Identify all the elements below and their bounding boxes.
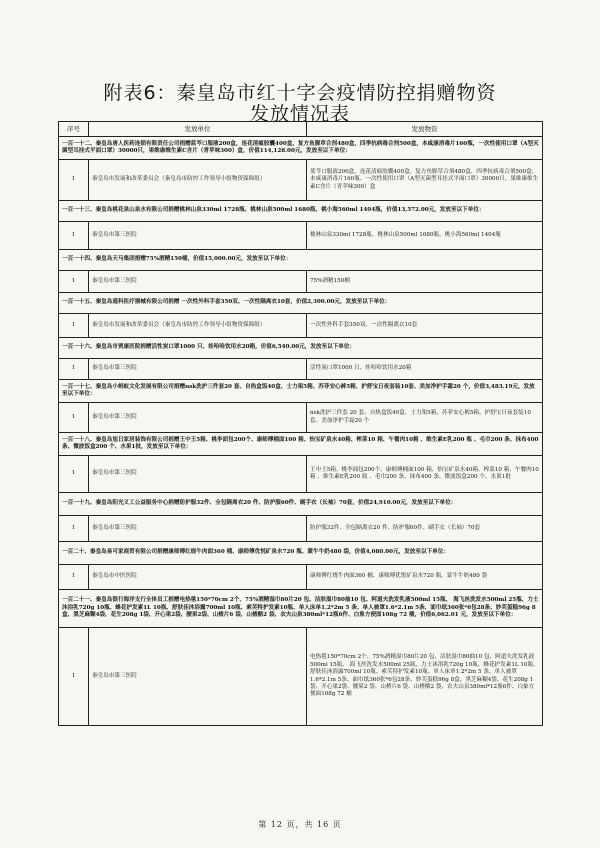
page-title-line2: 发放情况表 (249, 103, 350, 125)
table-row (59, 314, 543, 338)
page-title-line1: 附表6：秦皇岛市红十字会疫情防控捐赠物资 (103, 82, 497, 104)
table-row (59, 271, 543, 293)
row-goods: 一次性外科手套350双、一次性隔离衣10套 (307, 314, 543, 338)
row-goods: 康师傅红烧牛肉面360 桶、康师傅优悦矿泉水720 瓶、蒙牛牛奶480 袋 (307, 565, 543, 590)
group-title-row (59, 338, 543, 359)
distribution-table (58, 121, 543, 726)
row-index: 1 (59, 222, 89, 250)
group-title-row (59, 201, 543, 222)
group-title: 一百一十六、秦皇岛市贾康医院捐赠活性炭口罩1000 只、娃哈哈饮用水20箱，价值6,540.00元，发放至以下单位： (59, 338, 543, 359)
table-row (59, 456, 543, 493)
row-unit: 秦皇岛市发展和改革委员会（秦皇岛市防控工作领导小组物资保障组） (89, 314, 307, 338)
row-unit: 秦皇岛市中医医院 (89, 565, 307, 590)
row-unit: 秦皇岛市第三医院 (89, 359, 307, 380)
group-title: 一百一十八、秦皇岛旭日家居装饰有限公司捐赠王中王5箱、桃李面包200个、康师傅桶面100 箱、怡宝矿泉水40箱、榨菜10 箱、午餐肉10箱 、维生素E乳200 瓶 、毛巾200 条、抹布400 条、微波饭盒200 个、水果1批，发放至以下单位： (59, 433, 543, 456)
page-number: 第 12 页，共 16 页 (258, 820, 342, 829)
group-title: 一百一十七、秦皇岛小蚂蚁文化发展有限公司捐赠nsk洗护三件套20 套、自热盒饭40盒、士力架5箱、苏菲安心裤5箱、护舒宝日夜套装10套、美加净护手霜20 个，价值3,483.19元，发放至以下单位： (59, 380, 543, 403)
group-title-row (59, 493, 543, 516)
table-row (59, 403, 543, 433)
row-unit: 秦皇岛市发展和改革委员会（秦皇岛市防控工作领导小组物资保障组） (89, 160, 307, 201)
group-title-row (59, 590, 543, 628)
row-unit: 秦皇岛市第三医院 (89, 628, 307, 726)
group-title: 一百二十一、秦皇岛银行海洋支行全体员工捐赠电热毯150*70cm 2个、75%酒精湿巾80片20 包、洁肤湿巾80抽10 包、阿道夫洗发乳液500ml 15瓶、 海飞丝洗发水500ml 25瓶、力士沐浴乳720g 10瓶、蜂花护发素1L 10瓶、舒肤佳沐浴露700ml 10瓶、索芙特护发素10瓶、单人床单1.2*2m 5 条、单人被罩1.6*2.1m 5条、面巾纸360张*6包28条、妙芙蛋糕96g 8盒、黑芝麻糊4袋、花生208g 1袋、开心果2袋、腰果2袋、山楂片6 袋、山楂酪2 袋、农夫山泉380ml*12瓶6件、白象方便面108g 72 桶，价值6,062.01 元，发放至以下单位： (59, 590, 543, 628)
group-title: 一百一十九、秦皇岛阳光义工公益服务中心捐赠防护服32件、全包隔离衣20 件、防护服60件、刷手衣（长袖）70套，价值24,910.00元，发放至以下单位： (59, 493, 543, 516)
table-row (59, 359, 543, 380)
row-goods: nsk洗护三件套 20 套、自热盒饭40盒、士力架5箱、苏菲安心裤5箱、护舒宝日夜套装10套、美加净护手霜20 个 (307, 403, 543, 433)
group-title-row (59, 137, 543, 160)
group-title: 一百二十、秦皇岛易可家商贸有限公司捐赠康师傅红烧牛肉面360 桶、康师傅优悦矿泉水720 瓶、蒙牛牛奶480 袋，价值4,080.00元，发放至以下单位： (59, 542, 543, 565)
table-row (59, 628, 543, 726)
group-title: 一百一十四、秦皇岛天马集团捐赠75%酒精150桶，价值15,000.00元，发放至以下单位： (59, 250, 543, 271)
row-index: 1 (59, 516, 89, 542)
group-title-row (59, 433, 543, 456)
row-unit: 秦皇岛市第三医院 (89, 403, 307, 433)
row-index: 1 (59, 565, 89, 590)
row-index: 1 (59, 314, 89, 338)
header-unit: 发放单位 (89, 122, 307, 137)
row-index: 1 (59, 160, 89, 201)
row-unit: 秦皇岛市第三医院 (89, 271, 307, 293)
row-index: 1 (59, 403, 89, 433)
header-goods: 发放物资 (307, 122, 543, 137)
row-goods: 75%酒精150桶 (307, 271, 543, 293)
group-title: 一百一十二、秦皇岛唐人医药连锁有限责任公司捐赠蓝芩口服液200盒，连花清瘟胶囊400盒，复方鱼腥草合剂480盒，四季抗病毒合剂500盒，本咸康消毒片160瓶，一次性使用口罩（A型灭菌型耳挂式平面口罩）30000只，果维康维生素C含片（青苹味300）盒，价值114,128.00元，发放至以下单位： (59, 137, 543, 160)
table-row (59, 565, 543, 590)
table-row (59, 516, 543, 542)
row-goods: 电热毯150*70cm 2个、75%酒精湿巾80片20 包、洁肤湿巾80抽10 包、阿道夫洗发乳液500ml 15瓶、 海飞丝洗发水500ml 25瓶、力士沐浴乳720g 10瓶、蜂花护发素1L 10瓶、舒肤佳沐浴露700ml 10瓶、索芙特护发素10瓶、单人床单1.2*2m 5 条、单人被罩1.6*2.1m 5条、面巾纸360张*6包28条、妙芙蛋糕96g 8盒、黑芝麻糊4袋、花生208g 1袋、开心果2袋、腰果2 袋、山楂片6 袋、山楂酪2 袋、农夫山泉380ml*12瓶6件、白象方便面108g 72 桶 (307, 628, 543, 726)
row-goods: 活性炭口罩1000 只、娃哈哈饮用水20箱 (307, 359, 543, 380)
row-unit: 秦皇岛市第三医院 (89, 222, 307, 250)
group-title: 一百一十三、秦皇岛桃花泉山泉水有限公司捐赠桃林山泉330ml 1728瓶、桃林山泉500ml 1680瓶、桃小海560ml 1404瓶，价值13,572.00元，发放至以下单位： (59, 201, 543, 222)
row-goods: 防护服32件、全包隔离衣20 件、防护服60件、刷手衣（长袖）70套 (307, 516, 543, 542)
row-index: 1 (59, 359, 89, 380)
table-header-row (59, 122, 543, 137)
table-row (59, 222, 543, 250)
row-index: 1 (59, 271, 89, 293)
header-index: 序号 (59, 122, 89, 137)
row-unit: 秦皇岛市第三医院 (89, 516, 307, 542)
row-index: 1 (59, 628, 89, 726)
row-unit: 秦皇岛市第三医院 (89, 456, 307, 493)
row-goods: 桃林山泉330ml 1728瓶、桃林山泉500ml 1680瓶、桃小海560ml 1404瓶 (307, 222, 543, 250)
group-title: 一百一十五、秦皇岛通科医疗器械有限公司捐赠 一次性外科手套350双、一次性隔离衣10套，价值2,300.00元，发放至以下单位： (59, 293, 543, 314)
row-goods: 蓝芩口服液200盒、连花清瘟胶囊400盒、复方鱼腥草合剂480盒、四季抗病毒合剂500盒、本咸康消毒片160瓶、一次性使用口罩（A型灭菌型耳挂式平面口罩）30000只、果维康维生素C含片（青苹味300）盒 (307, 160, 543, 201)
table-row (59, 160, 543, 201)
row-goods: 王中王5箱、桃李面包200个、康师傅桶面100 箱、怡宝矿泉水40箱、榨菜10 箱、午餐肉10箱 、维生素E乳200 瓶 、毛巾200 条、抹布400 条、微波饭盒200 个、水果1批 (307, 456, 543, 493)
row-index: 1 (59, 456, 89, 493)
group-title-row (59, 380, 543, 403)
group-title-row (59, 250, 543, 271)
group-title-row (59, 542, 543, 565)
group-title-row (59, 293, 543, 314)
